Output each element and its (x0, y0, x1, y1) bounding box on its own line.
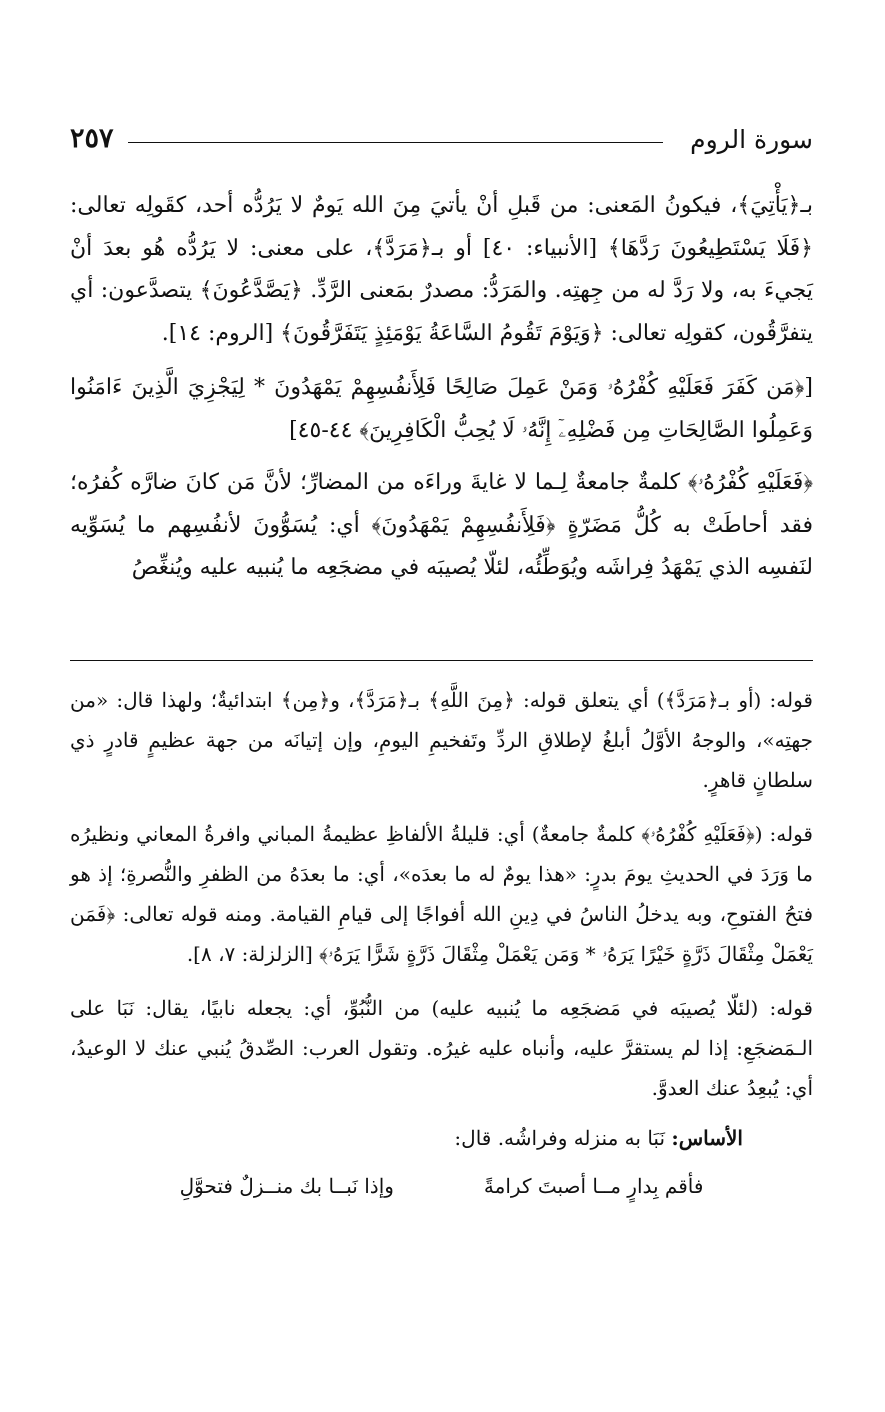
tafsir-paragraph: ﴿فَعَلَيْهِ كُفْرُهُۥ﴾ كلمةٌ جامعةٌ لِـما لا غايةَ وراءَه من المضارِّ؛ لأنَّ مَن كانَ ضارَّه كُفرُه؛ فقد أحاطَتْ به كُلُّ مَضَرّةٍ ﴿فَلِأَنفُسِهِمْ يَمْهَدُونَ﴾ أي: يُسَوُّونَ لأنفُسِهم ما يُسَوِّيه لنَفسِه الذي يَمْهَدُ فِراشَه ويُوَطِّئُه، لئلّا يُصيبَه في مضجَعِه ما يُنبيه عليه ويُنغِّصُ (70, 470, 813, 580)
header-rule (128, 142, 663, 143)
footnote-divider (70, 660, 813, 661)
poem-hemistich: وإذا نَبــا بك منــزلٌ فتحوَّلِ (179, 1174, 394, 1198)
commentary-note: قوله: (أو بـ﴿مَرَدَّ﴾) أي يتعلق قوله: ﴿مِنَ اللَّهِ﴾ بـ﴿مَرَدَّ﴾، و﴿مِن﴾ ابتدائيةٌ؛ ولهذا قال: «من جهتِه»، والوجهُ الأوَّلُ أبلغُ لإطلاقِ الردِّ وتَفخيمِ اليومِ، وإن إتيانَه من جهة عظيمٍ قادرٍ ذي سلطانٍ قاهرٍ. (70, 688, 813, 792)
poem-verse (70, 1166, 813, 1206)
surah-title: سورة الروم (690, 125, 813, 154)
asas-text: نَبَا به منزله وفراشُه. قال: (454, 1126, 672, 1150)
commentary-note: قوله: (لئلّا يُصيبَه في مَضجَعِه ما يُنبيه عليه) من النُّبُوِّ، أي: يجعله نابيًا، يقال: نَبَا على الـمَضجَعِ: إذا لم يستقرَّ عليه، وأنباه عليه غيرُه. وتقول العرب: الصِّدقُ يُنبي عنك لا الوعيدُ، أي: يُبعِدُ عنك العدوَّ. (70, 996, 813, 1100)
main-text (70, 185, 813, 590)
quran-verse-block: [﴿مَن كَفَرَ فَعَلَيْهِ كُفْرُهُۥ وَمَنْ عَمِلَ صَالِحًا فَلِأَنفُسِهِمْ يَمْهَدُونَ * لِيَجْزِيَ الَّذِينَ ءَامَنُوا وَعَمِلُوا الصَّالِحَاتِ مِن فَضْلِهِۦٓ إِنَّهُۥ لَا يُحِبُّ الْكَافِرِينَ﴾ ٤٤-٤٥] (70, 375, 813, 443)
page-header (70, 125, 813, 159)
asas-label: الأساس: (671, 1126, 743, 1150)
page-number: ٢٥٧ (70, 123, 114, 154)
commentary-notes (70, 680, 813, 1206)
poem-hemistich: فأقم بِدارٍ مــا أصبتَ كرامةً (483, 1174, 704, 1198)
tafsir-paragraph: بـ﴿يَأْتِيَ﴾، فيكونُ المَعنى: من قَبلِ أنْ يأتيَ مِنَ الله يَومٌ لا يَرُدُّه أحد، كقَولِه تعالى: ﴿فَلَا يَسْتَطِيعُونَ رَدَّهَا﴾ [الأنبياء: ٤٠] أو بـ﴿مَرَدَّ﴾، على معنى: لا يَرُدُّه هُو بعدَ أنْ يَجيءَ به، ولا رَدَّ له من جِهتِه. والمَرَدُّ: مصدرٌ بمَعنى الرَّدِّ. ﴿يَصَّدَّعُونَ﴾ يتصدَّعون: أي يتفرَّقُون، كقولِه تعالى: ﴿وَيَوْمَ تَقُومُ السَّاعَةُ يَوْمَئِذٍ يَتَفَرَّقُونَ﴾ [الروم: ١٤]. (70, 193, 813, 346)
asas-citation (70, 1118, 813, 1158)
commentary-note: قوله: (﴿فَعَلَيْهِ كُفْرُهُۥ﴾ كلمةٌ جامعةٌ) أي: قليلةُ الألفاظِ عظيمةُ المباني وافرةُ المعاني ونظيرُه ما وَرَدَ في الحديثِ يومَ بدرٍ: «هذا يومٌ له ما بعدَه»، أي: ما بعدَهُ من الظفرِ والنُّصرةِ؛ إذ هو فتحُ الفتوحِ، وبه يدخلُ الناسُ في دِينِ الله أفواجًا إلى قيامِ القيامة. ومنه قوله تعالى: ﴿فَمَن يَعْمَلْ مِثْقَالَ ذَرَّةٍ خَيْرًا يَرَهُۥ * وَمَن يَعْمَلْ مِثْقَالَ ذَرَّةٍ شَرًّا يَرَهُۥ﴾ [الزلزلة: ٧، ٨]. (70, 822, 813, 966)
